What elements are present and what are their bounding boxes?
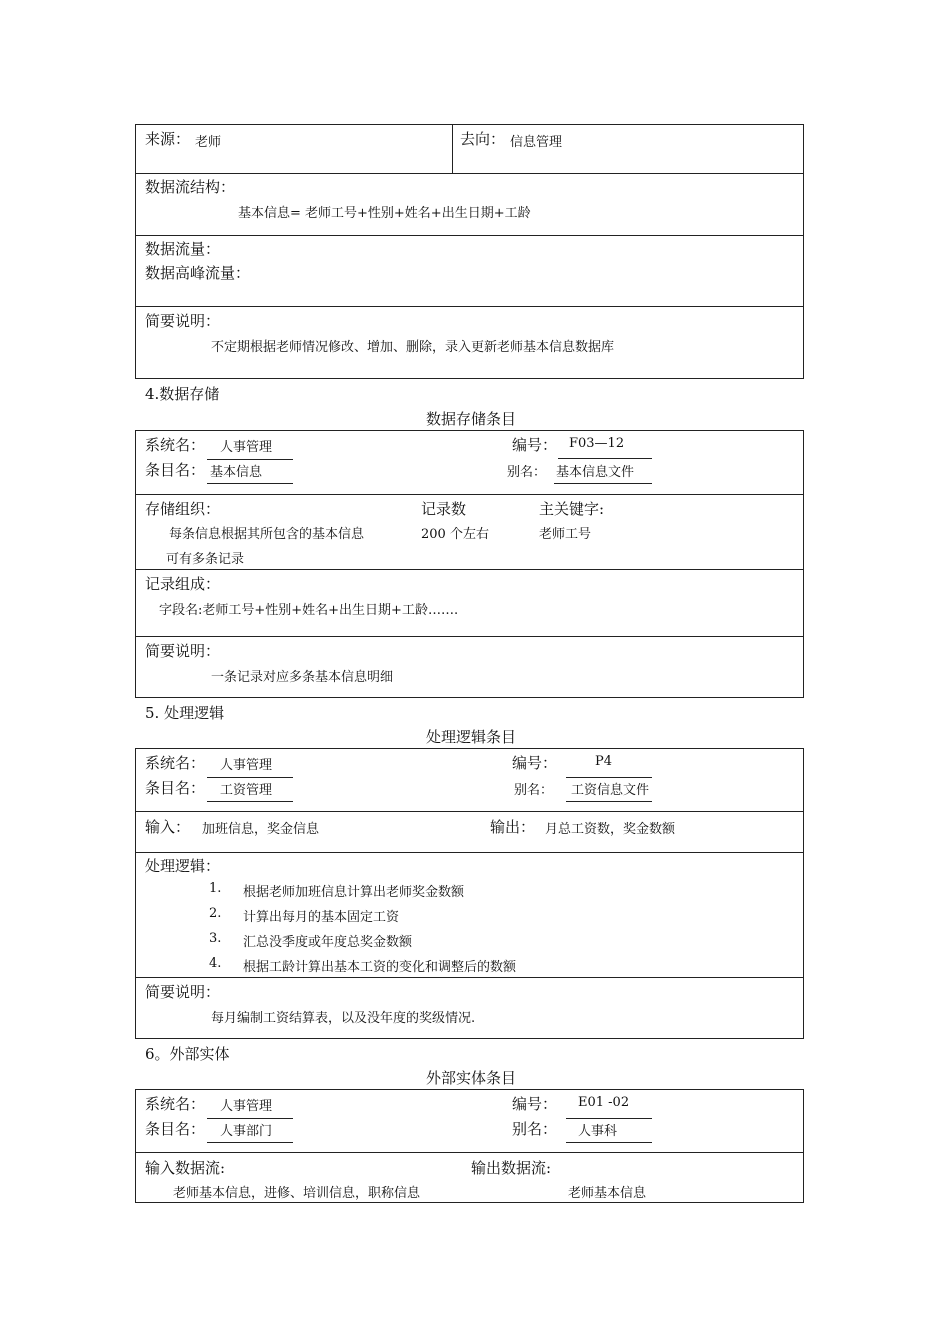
logic-section-title: 5. 处理逻辑 [145, 704, 225, 722]
lg-output-value: 月总工资数，奖金数额 [545, 822, 676, 837]
lg-desc-value: 每月编制工资结算表，以及没年度的奖级情况. [211, 1011, 476, 1026]
lg-alias-value: 工资信息文件 [571, 783, 650, 798]
ds-record-label: 记录组成： [145, 575, 221, 593]
lg-system-label: 系统名： [145, 754, 206, 772]
row-divider [136, 1152, 803, 1153]
lg-desc-label: 简要说明： [145, 983, 221, 1001]
ds-alias-label: 别名： [507, 465, 547, 480]
underline [207, 1118, 293, 1119]
underline [207, 483, 293, 484]
lg-input-label: 输入： [145, 818, 191, 836]
lg-input-value: 加班信息，奖金信息 [202, 822, 320, 837]
row-divider [136, 636, 803, 637]
ds-system-value: 人事管理 [220, 440, 273, 455]
en-output-value: 老师基本信息 [568, 1186, 647, 1201]
underline [566, 1142, 652, 1143]
en-input-value: 老师基本信息，进修、培训信息，职称信息 [173, 1186, 421, 1201]
step-text: 汇总没季度或年度总奖金数额 [243, 935, 413, 950]
logic-entry-title: 处理逻辑条目 [426, 728, 517, 746]
ds-number-value: F03—12 [569, 436, 625, 451]
underline [558, 458, 652, 459]
lg-entry-label: 条目名： [145, 779, 206, 797]
underline [566, 777, 652, 778]
dest-value: 信息管理 [510, 135, 563, 150]
lg-number-value: P4 [595, 754, 613, 769]
ds-org-label: 存储组织： [145, 500, 221, 518]
en-system-label: 系统名： [145, 1095, 206, 1113]
row-divider [136, 977, 803, 978]
volume-label: 数据流量： [145, 240, 221, 258]
underline [207, 459, 293, 460]
lg-alias-label: 别名： [514, 783, 554, 798]
lg-output-label: 输出： [490, 818, 536, 836]
en-number-value: E01 -02 [578, 1095, 630, 1110]
step-number: 3. [209, 931, 222, 946]
ds-alias-value: 基本信息文件 [556, 465, 635, 480]
en-entry-value: 人事部门 [220, 1124, 273, 1139]
step-text: 根据老师加班信息计算出老师奖金数额 [243, 885, 465, 900]
row-divider [136, 811, 803, 812]
ds-org-line2: 可有多条记录 [166, 552, 245, 567]
row-divider [136, 852, 803, 853]
step-number: 4. [209, 956, 222, 971]
en-entry-label: 条目名： [145, 1120, 206, 1138]
ds-key-label: 主关键字: [539, 500, 605, 518]
underline [207, 1142, 293, 1143]
ds-desc-label: 简要说明： [145, 642, 221, 660]
row-divider [136, 494, 803, 495]
ds-record-value: 字段名:老师工号+性别+姓名+出生日期+工龄……. [159, 603, 459, 618]
row-divider [136, 235, 803, 236]
source-value: 老师 [195, 135, 222, 150]
ds-number-label: 编号： [512, 436, 558, 454]
en-number-label: 编号： [512, 1095, 558, 1113]
underline [566, 801, 652, 802]
step-text: 根据工龄计算出基本工资的变化和调整后的数额 [243, 960, 517, 975]
entity-entry-title: 外部实体条目 [426, 1069, 517, 1087]
lg-number-label: 编号： [512, 754, 558, 772]
row-divider [136, 173, 803, 174]
structure-label: 数据流结构： [145, 178, 236, 196]
dataflow-desc-label: 简要说明： [145, 312, 221, 330]
row-divider [136, 306, 803, 307]
ds-key-value: 老师工号 [539, 527, 592, 542]
step-number: 2. [209, 906, 222, 921]
ds-count-value: 200 个左右 [421, 527, 489, 542]
datastore-entry-title: 数据存储条目 [426, 410, 517, 428]
underline [566, 1118, 652, 1119]
en-alias-value: 人事科 [578, 1124, 618, 1139]
dataflow-divider [452, 125, 453, 173]
underline [207, 777, 293, 778]
ds-entry-value: 基本信息 [210, 465, 263, 480]
en-input-label: 输入数据流: [145, 1159, 226, 1177]
en-system-value: 人事管理 [220, 1099, 273, 1114]
lg-logic-label: 处理逻辑： [145, 857, 221, 875]
peak-label: 数据高峰流量： [145, 264, 251, 282]
lg-system-value: 人事管理 [220, 758, 273, 773]
lg-entry-value: 工资管理 [220, 783, 273, 798]
datastore-section-title: 4.数据存储 [145, 385, 220, 403]
row-divider [136, 569, 803, 570]
step-text: 计算出每月的基本固定工资 [243, 910, 400, 925]
structure-value: 基本信息= 老师工号+性别+姓名+出生日期+工龄 [238, 206, 531, 221]
ds-entry-label: 条目名： [145, 461, 206, 479]
ds-system-label: 系统名： [145, 436, 206, 454]
dataflow-desc-value: 不定期根据老师情况修改、增加、删除，录入更新老师基本信息数据库 [211, 340, 615, 355]
ds-desc-value: 一条记录对应多条基本信息明细 [211, 670, 394, 685]
source-label: 来源： [145, 130, 191, 148]
underline [554, 483, 652, 484]
ds-org-line1: 每条信息根据其所包含的基本信息 [169, 527, 365, 542]
en-alias-label: 别名： [512, 1120, 558, 1138]
ds-count-label: 记录数 [421, 500, 467, 518]
dest-label: 去向： [460, 130, 506, 148]
step-number: 1. [209, 881, 222, 896]
entity-section-title: 6。外部实体 [145, 1045, 230, 1063]
underline [207, 801, 293, 802]
en-output-label: 输出数据流: [471, 1159, 552, 1177]
